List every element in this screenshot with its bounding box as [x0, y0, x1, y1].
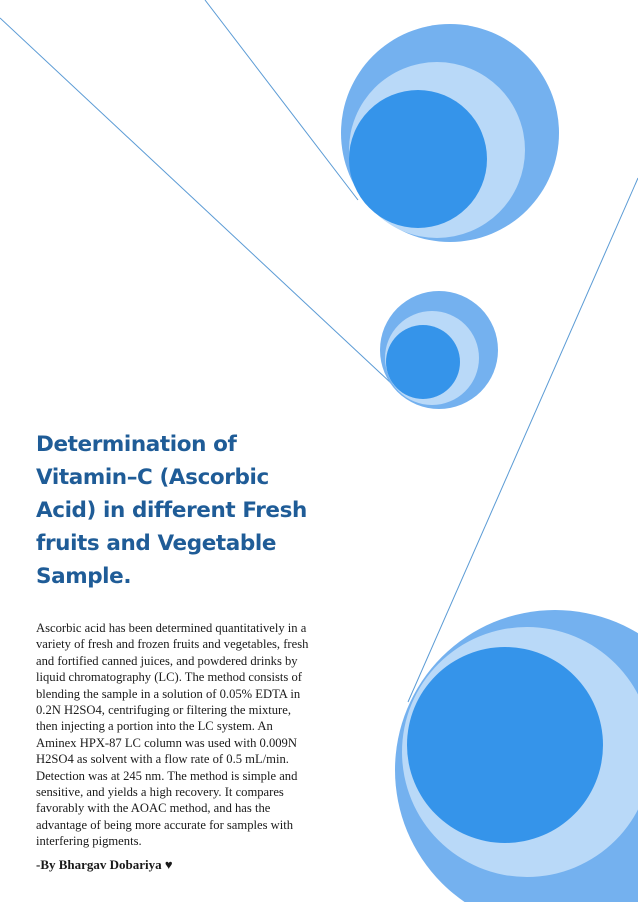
circle-group-top	[341, 24, 559, 242]
abstract-line: sensitive, and yields a high recovery. It compares	[36, 785, 284, 800]
title-line: Sample.	[36, 564, 132, 589]
abstract-line: Detection was at 245 nm. The method is simple and	[36, 768, 298, 783]
abstract-line: variety of fresh and frozen fruits and vegetables, fresh	[36, 637, 309, 652]
circle-mid-inner	[386, 325, 460, 399]
abstract-line: then injecting a portion into the LC system. An	[36, 719, 273, 734]
circle-group-middle	[380, 291, 498, 409]
abstract-line: interfering pigments.	[36, 834, 142, 849]
abstract-line: H2SO4 as solvent with a flow rate of 0.5 mL/min.	[36, 752, 289, 767]
diagonal-line-left	[0, 18, 392, 384]
circle-top-inner	[349, 90, 487, 228]
abstract-line: blending the sample in a solution of 0.05% EDTA in	[36, 686, 301, 701]
abstract-line: Ascorbic acid has been determined quantitatively in a	[36, 621, 307, 635]
title-line: Acid) in different Fresh	[36, 498, 307, 523]
abstract-line: favorably with the AOAC method, and has the	[36, 801, 271, 816]
title-line: Determination of	[36, 432, 237, 457]
abstract-line: Aminex HPX-87 LC column was used with 0.009N	[36, 735, 297, 750]
abstract-line: advantage of being more accurate for samples with	[36, 817, 294, 832]
document-title	[36, 428, 336, 593]
author-byline: -By Bhargav Dobariya ♥	[36, 857, 173, 872]
abstract-line: 0.2N H2SO4, centrifuging or filtering the mixture,	[36, 703, 291, 718]
abstract-line: and fortified canned juices, and powdered drinks by	[36, 653, 298, 668]
circle-group-bottom	[395, 610, 638, 902]
circle-bottom-inner	[407, 647, 603, 843]
title-line: fruits and Vegetable	[36, 531, 277, 556]
title-line: Vitamin–C (Ascorbic	[36, 465, 269, 490]
abstract-line: liquid chromatography (LC). The method consists of	[36, 670, 302, 685]
diagonal-line-top	[205, 0, 358, 200]
abstract-paragraph	[36, 620, 326, 850]
